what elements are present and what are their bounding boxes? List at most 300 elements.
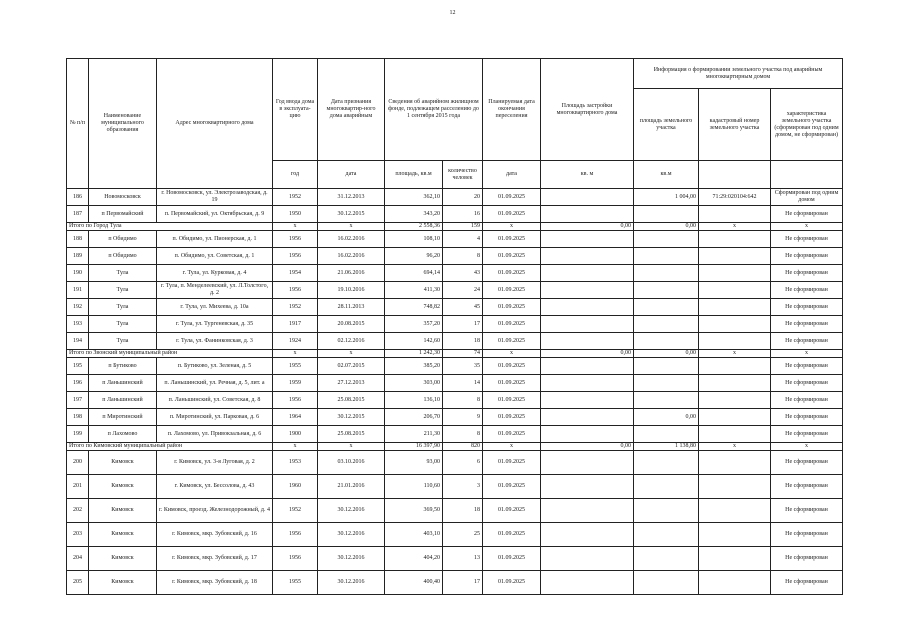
row-municipality: Тула — [89, 265, 157, 282]
row-year: х — [273, 443, 318, 451]
row-municipality: Кимовск — [89, 475, 157, 499]
row-address: г. Тула, п. Менделеевский, ул. Л.Толстого, д. 2 — [157, 282, 273, 299]
row-built-area — [541, 475, 634, 499]
housing-table — [66, 58, 843, 595]
row-people: 13 — [443, 547, 483, 571]
row-municipality: Новомосковск — [89, 189, 157, 206]
row-people: 18 — [443, 499, 483, 523]
row-area: 748,82 — [385, 299, 443, 316]
row-land-area — [634, 333, 699, 350]
total-row — [67, 223, 843, 231]
row-built-area: 0,00 — [541, 350, 634, 358]
row-people: 25 — [443, 523, 483, 547]
row-area: 303,00 — [385, 375, 443, 392]
row-area: 142,60 — [385, 333, 443, 350]
row-number: 192 — [67, 299, 89, 316]
row-land-char: Не сформирован — [771, 409, 843, 426]
row-built-area — [541, 206, 634, 223]
row-year: 1955 — [273, 571, 318, 595]
row-land-area — [634, 475, 699, 499]
row-cadastral — [699, 333, 771, 350]
row-address: п. Ланьшинский, ул. Речная, д. 5, лит. а — [157, 375, 273, 392]
row-people: 8 — [443, 248, 483, 265]
row-people: 6 — [443, 451, 483, 475]
row-land-char: Не сформирован — [771, 571, 843, 595]
row-number: 194 — [67, 333, 89, 350]
row-land-char: Не сформирован — [771, 499, 843, 523]
row-land-area: 0,00 — [634, 223, 699, 231]
row-area: 385,20 — [385, 358, 443, 375]
row-land-area — [634, 358, 699, 375]
row-address: г. Новомосковск, ул. Электрозаводская, д. 19 — [157, 189, 273, 206]
row-municipality: Тула — [89, 333, 157, 350]
row-area: 108,10 — [385, 231, 443, 248]
row-date: 02.07.2015 — [318, 358, 385, 375]
header-planned-end: Планируемая дата окончания переселения — [483, 59, 541, 161]
row-date: 28.11.2013 — [318, 299, 385, 316]
row-area: 136,10 — [385, 392, 443, 409]
unit-area: площадь, кв.м — [385, 161, 443, 189]
row-built-area — [541, 451, 634, 475]
row-number: 202 — [67, 499, 89, 523]
row-area: 343,20 — [385, 206, 443, 223]
row-year: 1953 — [273, 451, 318, 475]
row-number: 191 — [67, 282, 89, 299]
row-cadastral: х — [699, 350, 771, 358]
row-land-char: Не сформирован — [771, 282, 843, 299]
row-built-area: 0,00 — [541, 223, 634, 231]
row-number: 187 — [67, 206, 89, 223]
row-cadastral — [699, 392, 771, 409]
row-address: п. Обидимо, ул. Пионерская, д. 1 — [157, 231, 273, 248]
row-land-area — [634, 499, 699, 523]
row-land-char: Не сформирован — [771, 475, 843, 499]
table-row — [67, 282, 843, 299]
unit-end-date: дата — [483, 161, 541, 189]
total-label: Итого по Кимовский муниципальный район — [67, 443, 273, 451]
total-label: Итого по Город Тула — [67, 223, 273, 231]
row-built-area — [541, 499, 634, 523]
row-land-area — [634, 523, 699, 547]
row-land-area: 0,00 — [634, 409, 699, 426]
row-cadastral — [699, 475, 771, 499]
row-land-char: Не сформирован — [771, 426, 843, 443]
row-area: 369,50 — [385, 499, 443, 523]
row-year: 1924 — [273, 333, 318, 350]
row-year: 1959 — [273, 375, 318, 392]
row-date: 16.02.2016 — [318, 231, 385, 248]
row-built-area — [541, 333, 634, 350]
row-number: 195 — [67, 358, 89, 375]
row-address: г. Тула, ул. Фанинковская, д. 3 — [157, 333, 273, 350]
row-end-date: 01.09.2025 — [483, 375, 541, 392]
header-municipality: Наименование муниципального образования — [89, 59, 157, 189]
row-cadastral: х — [699, 223, 771, 231]
row-land-area — [634, 392, 699, 409]
row-year: 1954 — [273, 265, 318, 282]
row-cadastral — [699, 299, 771, 316]
row-land-char: Не сформирован — [771, 316, 843, 333]
row-municipality: Кимовск — [89, 571, 157, 595]
row-end-date: 01.09.2025 — [483, 248, 541, 265]
table-row — [67, 523, 843, 547]
row-address: г. Тула, ул. Михеева, д. 10а — [157, 299, 273, 316]
row-built-area — [541, 231, 634, 248]
row-area: 206,70 — [385, 409, 443, 426]
row-municipality: Кимовск — [89, 523, 157, 547]
row-date: 21.06.2016 — [318, 265, 385, 282]
row-end-date: 01.09.2025 — [483, 333, 541, 350]
row-land-area — [634, 265, 699, 282]
table-row — [67, 299, 843, 316]
row-number: 203 — [67, 523, 89, 547]
header-num: № п/п — [67, 59, 89, 189]
row-people: 24 — [443, 282, 483, 299]
row-land-area — [634, 248, 699, 265]
row-area: 96,20 — [385, 248, 443, 265]
header-land-area: площадь земельного участка — [634, 89, 699, 161]
row-land-area — [634, 316, 699, 333]
row-end-date: 01.09.2025 — [483, 426, 541, 443]
row-address: г. Кимовск, проезд. Железнодорожный, д. 4 — [157, 499, 273, 523]
row-address: п. Первомайский, ул. Октябрьская, д. 9 — [157, 206, 273, 223]
row-area: 404,20 — [385, 547, 443, 571]
table-row — [67, 265, 843, 282]
row-number: 188 — [67, 231, 89, 248]
row-people: 20 — [443, 189, 483, 206]
row-land-char: Не сформирован — [771, 333, 843, 350]
row-address: г. Тула, ул. Тургеневская, д. 35 — [157, 316, 273, 333]
row-date: 16.02.2016 — [318, 248, 385, 265]
page-number: 12 — [449, 10, 456, 16]
row-people: 4 — [443, 231, 483, 248]
row-people: 9 — [443, 409, 483, 426]
row-land-area — [634, 547, 699, 571]
row-date: х — [318, 443, 385, 451]
row-land-char: Не сформирован — [771, 265, 843, 282]
row-date: 21.01.2016 — [318, 475, 385, 499]
row-number: 190 — [67, 265, 89, 282]
row-number: 197 — [67, 392, 89, 409]
row-municipality: п Обидимо — [89, 231, 157, 248]
row-cadastral — [699, 358, 771, 375]
row-land-char: х — [771, 223, 843, 231]
row-people: 8 — [443, 392, 483, 409]
row-end-date: 01.09.2025 — [483, 409, 541, 426]
table-row — [67, 248, 843, 265]
row-cadastral — [699, 571, 771, 595]
row-address: п. Обидимо, ул. Советская, д. 1 — [157, 248, 273, 265]
row-address: г. Кимовск, ул. Бессолова, д. 43 — [157, 475, 273, 499]
row-date: 30.12.2016 — [318, 571, 385, 595]
row-year: х — [273, 350, 318, 358]
row-area: 411,30 — [385, 282, 443, 299]
row-year: 1952 — [273, 499, 318, 523]
row-date: 20.08.2015 — [318, 316, 385, 333]
table-row — [67, 189, 843, 206]
row-land-area — [634, 571, 699, 595]
table-row — [67, 571, 843, 595]
row-people: 14 — [443, 375, 483, 392]
row-area: 93,00 — [385, 451, 443, 475]
row-cadastral — [699, 409, 771, 426]
row-municipality: Кимовск — [89, 499, 157, 523]
row-address: г. Кимовск, мкр. Зубовский, д. 16 — [157, 523, 273, 547]
row-municipality: Кимовск — [89, 451, 157, 475]
header-built-area: Площадь застройки многоквартирного дома — [541, 59, 634, 161]
row-built-area — [541, 265, 634, 282]
row-people: 159 — [443, 223, 483, 231]
row-end-date: х — [483, 223, 541, 231]
row-municipality: п Миротинский — [89, 409, 157, 426]
header-address: Адрес многоквартирного дома — [157, 59, 273, 189]
row-date: 19.10.2016 — [318, 282, 385, 299]
row-address: г. Тула, ул. Курковая, д. 4 — [157, 265, 273, 282]
row-year: 1955 — [273, 358, 318, 375]
row-address: г. Кимовск, ул. 3-я Луговая, д. 2 — [157, 451, 273, 475]
row-cadastral — [699, 265, 771, 282]
row-land-area — [634, 282, 699, 299]
row-land-char: Сформирован под одним домом — [771, 189, 843, 206]
row-municipality: Кимовск — [89, 547, 157, 571]
row-end-date: 01.09.2025 — [483, 282, 541, 299]
row-cadastral — [699, 547, 771, 571]
row-year: 1952 — [273, 299, 318, 316]
total-label: Итого по Звонский муниципальный район — [67, 350, 273, 358]
row-year: 1960 — [273, 475, 318, 499]
row-land-char: х — [771, 350, 843, 358]
row-year: 1956 — [273, 231, 318, 248]
row-cadastral — [699, 499, 771, 523]
table-row — [67, 358, 843, 375]
row-built-area — [541, 248, 634, 265]
row-land-area — [634, 451, 699, 475]
table-row — [67, 206, 843, 223]
table-row — [67, 409, 843, 426]
row-year: 1956 — [273, 523, 318, 547]
row-area: 362,10 — [385, 189, 443, 206]
row-area: 1 242,30 — [385, 350, 443, 358]
table-row — [67, 499, 843, 523]
row-land-char: Не сформирован — [771, 358, 843, 375]
row-land-char: Не сформирован — [771, 299, 843, 316]
row-area: 403,10 — [385, 523, 443, 547]
row-land-char: Не сформирован — [771, 547, 843, 571]
row-date: 02.12.2016 — [318, 333, 385, 350]
row-date: 30.12.2016 — [318, 547, 385, 571]
row-area: 2 558,36 — [385, 223, 443, 231]
row-municipality: п Обидимо — [89, 248, 157, 265]
table-row — [67, 392, 843, 409]
row-built-area — [541, 358, 634, 375]
row-people: 35 — [443, 358, 483, 375]
row-end-date: 01.09.2025 — [483, 451, 541, 475]
row-end-date: 01.09.2025 — [483, 547, 541, 571]
row-people: 3 — [443, 475, 483, 499]
row-number: 204 — [67, 547, 89, 571]
row-address: п. Миротинский, ул. Парковая, д. 6 — [157, 409, 273, 426]
row-year: 1956 — [273, 547, 318, 571]
row-year: 1900 — [273, 426, 318, 443]
table-row — [67, 451, 843, 475]
table-row — [67, 547, 843, 571]
row-cadastral — [699, 375, 771, 392]
row-year: 1956 — [273, 392, 318, 409]
row-date: 03.10.2016 — [318, 451, 385, 475]
row-end-date: 01.09.2025 — [483, 189, 541, 206]
row-date: 30.12.2015 — [318, 206, 385, 223]
row-area: 110,60 — [385, 475, 443, 499]
row-end-date: 01.09.2025 — [483, 571, 541, 595]
row-year: 1917 — [273, 316, 318, 333]
row-date: 27.12.2013 — [318, 375, 385, 392]
row-date: х — [318, 350, 385, 358]
row-land-char: Не сформирован — [771, 248, 843, 265]
row-number: 193 — [67, 316, 89, 333]
row-municipality: Тула — [89, 299, 157, 316]
row-land-area: 1 138,80 — [634, 443, 699, 451]
row-end-date: 01.09.2025 — [483, 206, 541, 223]
row-end-date: 01.09.2025 — [483, 475, 541, 499]
table-row — [67, 375, 843, 392]
row-end-date: 01.09.2025 — [483, 299, 541, 316]
row-cadastral: 71:29:020104:642 — [699, 189, 771, 206]
table-row — [67, 316, 843, 333]
row-cadastral — [699, 523, 771, 547]
row-date: 25.08.2015 — [318, 392, 385, 409]
row-built-area — [541, 375, 634, 392]
row-people: 45 — [443, 299, 483, 316]
row-cadastral — [699, 316, 771, 333]
header-recognition-date: Дата признания многоквартир-ного дома аварийным — [318, 59, 385, 161]
row-built-area: 0,00 — [541, 443, 634, 451]
row-year: 1952 — [273, 189, 318, 206]
row-built-area — [541, 409, 634, 426]
row-end-date: 01.09.2025 — [483, 392, 541, 409]
row-area: 694,14 — [385, 265, 443, 282]
row-land-char: Не сформирован — [771, 231, 843, 248]
row-number: 196 — [67, 375, 89, 392]
row-land-area — [634, 231, 699, 248]
row-built-area — [541, 523, 634, 547]
row-year: 1950 — [273, 206, 318, 223]
row-cadastral — [699, 248, 771, 265]
table-row — [67, 475, 843, 499]
row-number: 186 — [67, 189, 89, 206]
row-area: 211,30 — [385, 426, 443, 443]
row-built-area — [541, 426, 634, 443]
row-people: 8 — [443, 426, 483, 443]
row-cadastral — [699, 231, 771, 248]
row-address: г. Кимовск, мкр. Зубовский, д. 18 — [157, 571, 273, 595]
row-land-char: Не сформирован — [771, 523, 843, 547]
row-people: 16 — [443, 206, 483, 223]
total-row — [67, 350, 843, 358]
row-year: 1956 — [273, 282, 318, 299]
row-end-date: 01.09.2025 — [483, 231, 541, 248]
table-row — [67, 231, 843, 248]
row-cadastral — [699, 426, 771, 443]
row-municipality: п Лахомово — [89, 426, 157, 443]
row-number: 198 — [67, 409, 89, 426]
row-end-date: 01.09.2025 — [483, 523, 541, 547]
row-address: п. Лахомово, ул. Привокзальная, д. 6 — [157, 426, 273, 443]
row-number: 201 — [67, 475, 89, 499]
header-land-char: характеристика земельного участка (сформирован под одним домом, не сформирован) — [771, 89, 843, 161]
row-built-area — [541, 189, 634, 206]
row-address: п. Ланьшинский, ул. Советская, д. 8 — [157, 392, 273, 409]
row-municipality: Тула — [89, 316, 157, 333]
row-end-date: 01.09.2025 — [483, 499, 541, 523]
row-people: 17 — [443, 316, 483, 333]
row-built-area — [541, 392, 634, 409]
row-land-area — [634, 426, 699, 443]
row-cadastral: х — [699, 443, 771, 451]
row-number: 205 — [67, 571, 89, 595]
row-land-char: х — [771, 443, 843, 451]
row-cadastral — [699, 451, 771, 475]
row-land-area — [634, 206, 699, 223]
row-land-char: Не сформирован — [771, 451, 843, 475]
unit-year: год — [273, 161, 318, 189]
row-year: 1964 — [273, 409, 318, 426]
unit-date: дата — [318, 161, 385, 189]
row-people: 820 — [443, 443, 483, 451]
row-people: 74 — [443, 350, 483, 358]
row-cadastral — [699, 206, 771, 223]
row-land-area: 0,00 — [634, 350, 699, 358]
row-end-date: х — [483, 443, 541, 451]
row-municipality: п Ланьшинский — [89, 392, 157, 409]
row-area: 400,40 — [385, 571, 443, 595]
row-people: 43 — [443, 265, 483, 282]
row-year: 1956 — [273, 248, 318, 265]
row-date: 25.08.2015 — [318, 426, 385, 443]
row-end-date: 01.09.2025 — [483, 316, 541, 333]
row-end-date: х — [483, 350, 541, 358]
unit-sqm: кв. м — [541, 161, 634, 189]
row-area: 16 397,90 — [385, 443, 443, 451]
row-land-area — [634, 375, 699, 392]
row-date: 30.12.2016 — [318, 499, 385, 523]
row-date: х — [318, 223, 385, 231]
row-address: п. Бутиково, ул. Зеленая, д. 5 — [157, 358, 273, 375]
row-cadastral — [699, 282, 771, 299]
row-land-area — [634, 299, 699, 316]
row-land-char: Не сформирован — [771, 392, 843, 409]
row-land-area: 1 004,00 — [634, 189, 699, 206]
row-end-date: 01.09.2025 — [483, 358, 541, 375]
row-people: 17 — [443, 571, 483, 595]
row-date: 30.12.2015 — [318, 409, 385, 426]
row-number: 189 — [67, 248, 89, 265]
row-municipality: п Бутиково — [89, 358, 157, 375]
row-date: 30.12.2016 — [318, 523, 385, 547]
row-number: 200 — [67, 451, 89, 475]
row-built-area — [541, 316, 634, 333]
row-people: 18 — [443, 333, 483, 350]
row-built-area — [541, 299, 634, 316]
row-built-area — [541, 571, 634, 595]
row-land-char: Не сформирован — [771, 375, 843, 392]
header-year-built: Год ввода дома в эксплуата-цию — [273, 59, 318, 161]
row-number: 199 — [67, 426, 89, 443]
unit-people: количество человек — [443, 161, 483, 189]
total-row — [67, 443, 843, 451]
row-year: х — [273, 223, 318, 231]
row-built-area — [541, 282, 634, 299]
row-address: г. Кимовск, мкр. Зубовский, д. 17 — [157, 547, 273, 571]
